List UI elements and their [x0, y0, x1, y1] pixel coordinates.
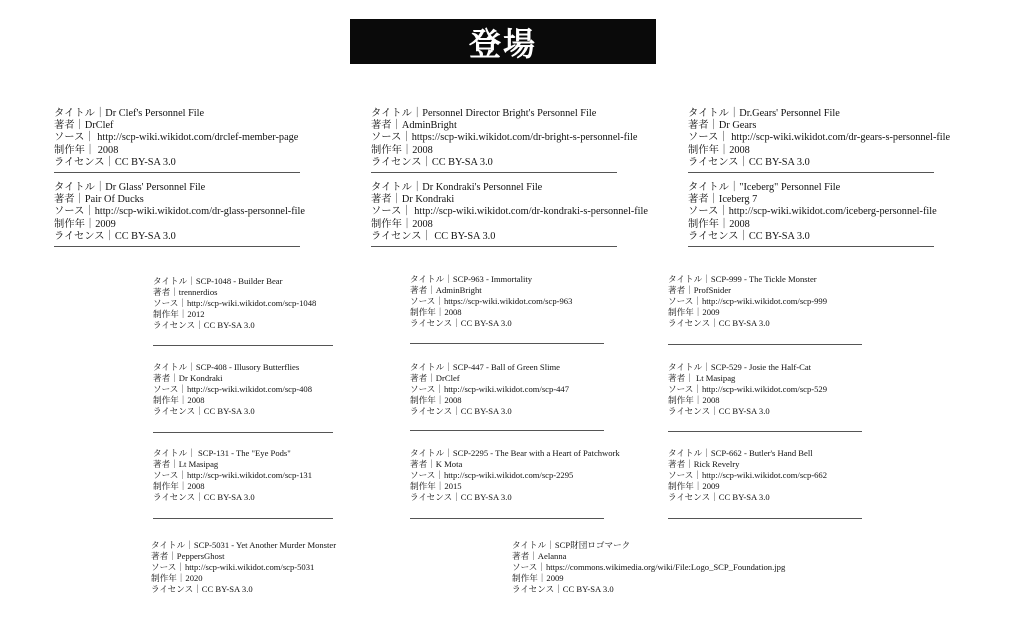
divider — [668, 518, 862, 519]
credit-year: 制作年｜2012 — [153, 309, 205, 319]
credit-license: ライセンス｜CC BY-SA 3.0 — [54, 156, 176, 168]
credit-source: ソース｜http://scp-wiki.wikidot.com/iceberg-personnel-file — [688, 206, 937, 218]
credit-title: タイトル｜Dr Kondraki's Personnel File — [371, 182, 543, 193]
credit-title: タイトル｜Dr Clef's Personnel File — [54, 108, 205, 119]
credit-source: ソース｜http://scp-wiki.wikidot.com/scp-999 — [668, 296, 828, 306]
divider — [153, 432, 333, 433]
credit-card — [410, 448, 620, 503]
credit-title: タイトル｜SCP-963 - Immortality — [410, 274, 533, 284]
credit-author: 著者｜Rick Revelry — [668, 459, 740, 469]
credit-year: 制作年｜2009 — [668, 307, 720, 317]
credit-year: 制作年｜2015 — [410, 481, 462, 491]
credit-card — [371, 182, 648, 247]
credit-source: ソース｜http://scp-wiki.wikidot.com/dr-glass-personnel-file — [54, 206, 305, 218]
credit-author: 著者｜K Mota — [410, 459, 463, 469]
credit-card — [153, 362, 312, 417]
credit-year: 制作年｜2008 — [668, 395, 720, 405]
credit-license: ライセンス｜CC BY-SA 3.0 — [668, 318, 770, 328]
credit-author: 著者｜PeppersGhost — [151, 551, 225, 561]
credit-card — [668, 448, 827, 503]
credit-card — [410, 362, 569, 417]
credit-title: タイトル｜SCP-5031 - Yet Another Murder Monster — [151, 540, 337, 550]
divider — [668, 431, 862, 432]
credit-title: タイトル｜SCP-1048 - Builder Bear — [153, 276, 283, 286]
credit-author: 著者｜DrClef — [410, 373, 460, 383]
credit-title: タイトル｜ SCP-131 - The "Eye Pods" — [153, 448, 291, 458]
divider — [410, 430, 604, 431]
credit-license: ライセンス｜CC BY-SA 3.0 — [410, 492, 512, 502]
credit-year: 制作年｜ 2008 — [54, 144, 119, 156]
credit-license: ライセンス｜CC BY-SA 3.0 — [153, 320, 255, 330]
divider — [153, 518, 333, 519]
credit-author: 著者｜Dr Gears — [688, 120, 757, 132]
credit-author: 著者｜ProfSnider — [668, 285, 732, 295]
credit-title: タイトル｜"Iceberg" Personnel File — [688, 182, 841, 193]
credit-author: 著者｜Iceberg 7 — [688, 194, 758, 206]
credit-year: 制作年｜2008 — [153, 395, 205, 405]
credit-source: ソース｜https://scp-wiki.wikidot.com/scp-963 — [410, 296, 573, 306]
credit-card — [410, 274, 572, 329]
divider — [668, 344, 862, 345]
credit-author: 著者｜Dr Kondraki — [371, 194, 455, 206]
divider — [410, 518, 604, 519]
credit-license: ライセンス｜CC BY-SA 3.0 — [54, 230, 176, 242]
credit-title: タイトル｜Personnel Director Bright's Personnel File — [371, 108, 597, 119]
credit-source: ソース｜ http://scp-wiki.wikidot.com/dr-gears-s-personnel-file — [688, 132, 951, 144]
credit-license: ライセンス｜CC BY-SA 3.0 — [512, 584, 614, 594]
credit-author: 著者｜DrClef — [54, 120, 114, 132]
credit-year: 制作年｜2009 — [668, 481, 720, 491]
credit-title: タイトル｜SCP-408 - Illusory Butterflies — [153, 362, 300, 372]
credit-license: ライセンス｜ CC BY-SA 3.0 — [371, 230, 496, 242]
credit-card — [153, 276, 316, 331]
credit-source: ソース｜http://scp-wiki.wikidot.com/scp-1048 — [153, 298, 317, 308]
credit-source: ソース｜https://scp-wiki.wikidot.com/dr-bright-s-personnel-file — [371, 132, 638, 144]
credit-title: タイトル｜SCP-2295 - The Bear with a Heart of Patchwork — [410, 448, 620, 458]
divider — [410, 343, 604, 344]
credit-year: 制作年｜2009 — [512, 573, 564, 583]
credit-title: タイトル｜SCP-447 - Ball of Green Slime — [410, 362, 560, 372]
credit-card — [151, 540, 336, 595]
credit-year: 制作年｜2008 — [410, 395, 462, 405]
credit-year: 制作年｜2008 — [688, 144, 750, 156]
credit-title: タイトル｜SCP-999 - The Tickle Monster — [668, 274, 817, 284]
credit-title: タイトル｜SCP-529 - Josie the Half-Cat — [668, 362, 812, 372]
credit-license: ライセンス｜CC BY-SA 3.0 — [153, 406, 255, 416]
credit-license: ライセンス｜CC BY-SA 3.0 — [151, 584, 253, 594]
credit-source: ソース｜http://scp-wiki.wikidot.com/scp-131 — [153, 470, 313, 480]
credit-source: ソース｜http://scp-wiki.wikidot.com/scp-529 — [668, 384, 828, 394]
credit-year: 制作年｜2020 — [151, 573, 203, 583]
credit-card — [54, 182, 305, 247]
credit-source: ソース｜ http://scp-wiki.wikidot.com/dr-kondraki-s-personnel-file — [371, 206, 648, 218]
credit-card — [54, 108, 300, 173]
credit-title: タイトル｜Dr.Gears' Personnel File — [688, 108, 840, 119]
credit-license: ライセンス｜CC BY-SA 3.0 — [153, 492, 255, 502]
credit-title: タイトル｜SCP-662 - Butler's Hand Bell — [668, 448, 813, 458]
credit-license: ライセンス｜CC BY-SA 3.0 — [688, 156, 810, 168]
credit-author: 著者｜Pair Of Ducks — [54, 194, 144, 206]
credit-source: ソース｜http://scp-wiki.wikidot.com/scp-408 — [153, 384, 313, 394]
credit-license: ライセンス｜CC BY-SA 3.0 — [371, 156, 493, 168]
page-title: 登場 — [350, 19, 656, 64]
credit-author: 著者｜ Lt Masipag — [668, 373, 736, 383]
credit-source: ソース｜http://scp-wiki.wikidot.com/scp-2295 — [410, 470, 574, 480]
credit-source: ソース｜http://scp-wiki.wikidot.com/scp-662 — [668, 470, 828, 480]
credit-author: 著者｜Dr Kondraki — [153, 373, 223, 383]
credit-year: 制作年｜2008 — [371, 218, 433, 230]
credit-title: タイトル｜SCP財団ロゴマーク — [512, 540, 631, 550]
credit-card — [512, 540, 785, 595]
credit-card — [688, 182, 937, 247]
credit-license: ライセンス｜CC BY-SA 3.0 — [410, 318, 512, 328]
divider — [153, 345, 333, 346]
credit-author: 著者｜AdminBright — [371, 120, 457, 132]
credit-card — [668, 362, 827, 417]
credit-card — [371, 108, 638, 173]
credit-author: 著者｜Aelanna — [512, 551, 567, 561]
credit-source: ソース｜http://scp-wiki.wikidot.com/scp-5031 — [151, 562, 315, 572]
credit-license: ライセンス｜CC BY-SA 3.0 — [688, 230, 810, 242]
credit-year: 制作年｜2008 — [410, 307, 462, 317]
credit-author: 著者｜trennerdios — [153, 287, 218, 297]
credit-author: 著者｜Lt Masipag — [153, 459, 219, 469]
credit-source: ソース｜https://commons.wikimedia.org/wiki/File:Logo_SCP_Foundation.jpg — [512, 562, 786, 572]
credit-license: ライセンス｜CC BY-SA 3.0 — [410, 406, 512, 416]
credit-card — [153, 448, 312, 503]
credit-year: 制作年｜2008 — [688, 218, 750, 230]
credit-year: 制作年｜2008 — [153, 481, 205, 491]
credit-author: 著者｜AdminBright — [410, 285, 482, 295]
credit-card — [688, 108, 951, 173]
credit-title: タイトル｜Dr Glass' Personnel File — [54, 182, 206, 193]
credit-source: ソース｜ http://scp-wiki.wikidot.com/drclef-member-page — [54, 132, 299, 144]
credit-source: ソース｜http://scp-wiki.wikidot.com/scp-447 — [410, 384, 570, 394]
credit-year: 制作年｜2009 — [54, 218, 116, 230]
credit-license: ライセンス｜CC BY-SA 3.0 — [668, 492, 770, 502]
credit-license: ライセンス｜CC BY-SA 3.0 — [668, 406, 770, 416]
credit-card — [668, 274, 827, 329]
credit-year: 制作年｜2008 — [371, 144, 433, 156]
